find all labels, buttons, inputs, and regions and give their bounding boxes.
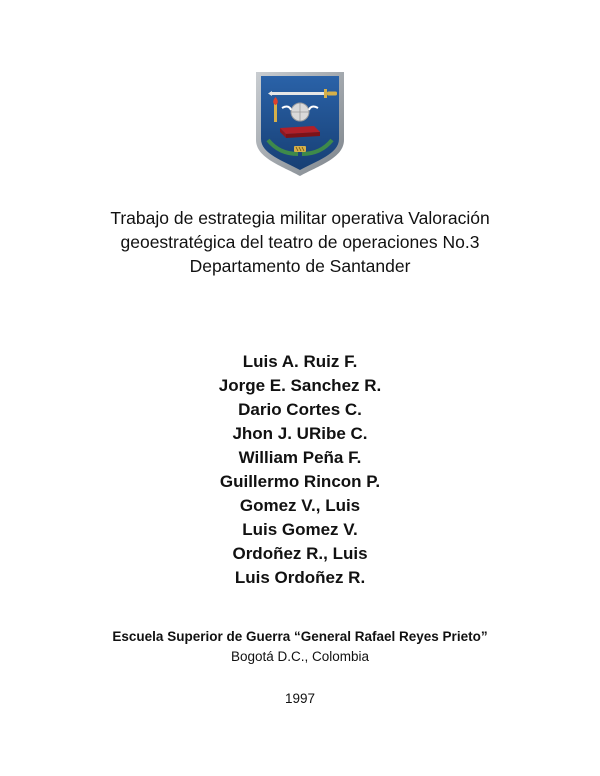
author-name: Gomez V., Luis [239, 496, 361, 515]
author-name: Luis A. Ruiz F. [242, 352, 358, 371]
author-name: Jorge E. Sanchez R. [218, 376, 382, 395]
author-name: Ordoñez R., Luis [232, 544, 368, 563]
title-line: geoestratégica del teatro de operaciones No.3 [120, 232, 480, 252]
title-line: Departamento de Santander [189, 256, 411, 276]
author-name: William Peña F. [238, 448, 362, 467]
author-name: Jhon J. URibe C. [232, 424, 368, 443]
institution-name: Escuela Superior de Guerra “General Rafael Reyes Prieto” [112, 629, 488, 644]
publication-year: 1997 [284, 691, 316, 706]
document-title [60, 206, 540, 278]
author-name: Luis Gomez V. [242, 520, 358, 539]
author-name: Dario Cortes C. [238, 400, 362, 419]
author-name: Luis Ordoñez R. [234, 568, 366, 587]
institution-city: Bogotá D.C., Colombia [230, 649, 370, 664]
author-name: Guillermo Rincon P. [219, 472, 381, 491]
military-school-crest-icon [254, 70, 346, 178]
author-list [100, 350, 500, 590]
title-line: Trabajo de estrategia militar operativa Valoración [110, 208, 490, 228]
